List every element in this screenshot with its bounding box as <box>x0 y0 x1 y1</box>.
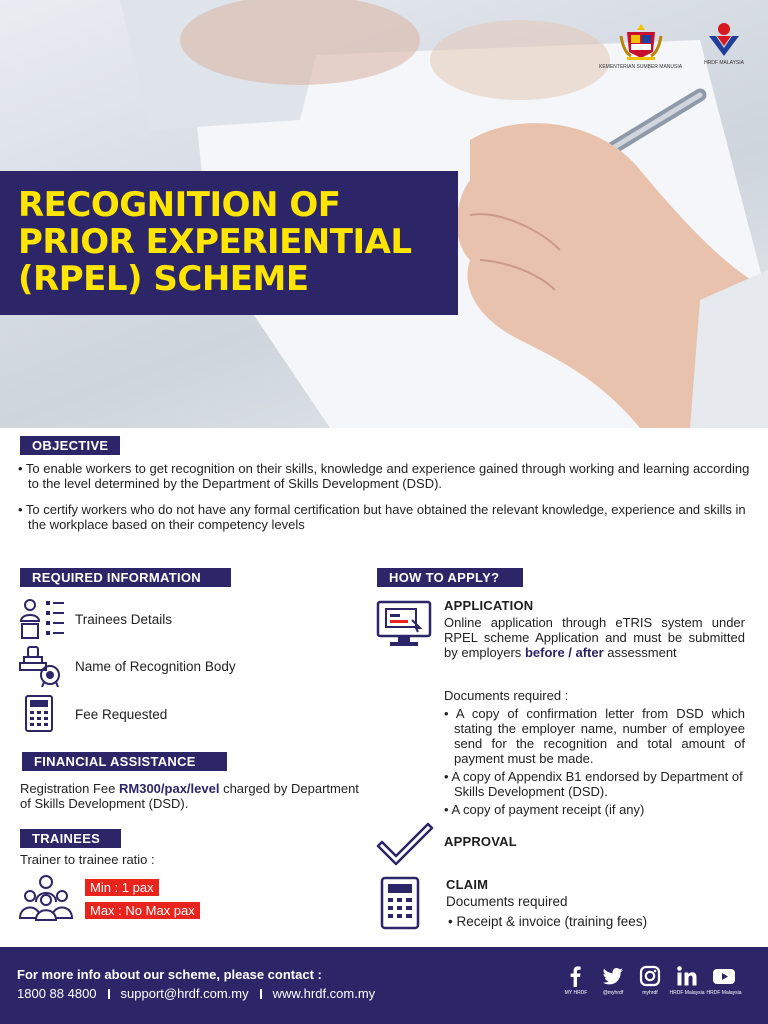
trainees-group-icon <box>18 874 74 922</box>
title-line-3: (RPEL) SCHEME <box>18 259 309 299</box>
claim-doc-1: • Receipt & invoice (training fees) <box>448 914 648 929</box>
trainees-label: TRAINEES <box>20 829 121 848</box>
how-to-apply-label: HOW TO APPLY? <box>377 568 523 587</box>
social-links <box>562 965 742 996</box>
required-item-text: Fee Requested <box>75 706 168 722</box>
claim-title: CLAIM <box>446 877 489 892</box>
social-facebook[interactable] <box>562 965 590 996</box>
linkedin-icon[interactable] <box>676 965 698 987</box>
application-doc-2: • A copy of Appendix B1 endorsed by Department of Skills Development (DSD). <box>444 769 743 799</box>
computer-application-icon <box>376 600 432 648</box>
footer-separator <box>108 989 110 999</box>
required-item-text: Name of Recognition Body <box>75 658 236 674</box>
application-body-end: assessment <box>603 645 677 660</box>
youtube-caption: HRDF Malaysia <box>706 990 742 996</box>
claim-calculator-icon <box>380 876 420 930</box>
fee-text-before: Registration Fee <box>20 781 119 796</box>
facebook-caption: MY HRDF <box>564 990 588 996</box>
application-timing: before / after <box>524 645 604 660</box>
twitter-icon[interactable] <box>602 965 624 987</box>
objective-label: OBJECTIVE <box>20 436 120 455</box>
title-line-2: PRIOR EXPERIENTIAL <box>18 222 412 262</box>
claim-docs-title: Documents required <box>446 894 568 909</box>
objective-bullet-2: • To certify workers who do not have any formal certification but have obtained the relevant knowledge, experience and skills in the workplace based on their competency levels <box>18 502 746 532</box>
trainer-ratio-label: Trainer to trainee ratio : <box>20 852 155 867</box>
footer <box>0 947 768 1024</box>
max-pax-tag: Max : No Max pax <box>85 902 200 919</box>
footer-info: For more info about our scheme, please contact : <box>17 967 322 982</box>
approval-check-icon <box>374 820 434 870</box>
application-doc-1: • A copy of confirmation letter from DSD which stating the employer name, number of employee send for the recognition and total amount of payment must be made. <box>444 706 745 766</box>
approval-title: APPROVAL <box>444 834 517 849</box>
financial-assistance-text <box>20 781 360 811</box>
linkedin-caption: HRDF Malaysia <box>669 990 705 996</box>
fee-text-after: charged by Department of Skills Development (DSD). <box>20 781 359 811</box>
instagram-icon[interactable] <box>639 965 661 987</box>
title-box <box>0 171 458 315</box>
footer-contacts <box>17 986 375 1001</box>
required-item-fee <box>18 694 168 734</box>
malaysia-coat-of-arms-icon <box>619 22 663 62</box>
footer-website[interactable]: www.hrdf.com.my <box>272 986 376 1001</box>
footer-separator <box>260 989 262 999</box>
social-youtube[interactable] <box>706 965 742 996</box>
application-title: APPLICATION <box>444 598 534 613</box>
required-item-trainees <box>18 597 173 641</box>
documents-required-title: Documents required : <box>444 688 569 703</box>
objective-bullet-1: • To enable workers to get recognition on their skills, knowledge and experience gained through working and learning according to the level determined by the Department of Skills Development (DSD). <box>18 461 750 491</box>
facebook-icon[interactable] <box>565 965 587 987</box>
footer-phone[interactable]: 1800 88 4800 <box>17 986 97 1001</box>
fee-amount: RM300/pax/level <box>119 781 220 796</box>
required-item-recognition-body <box>18 645 236 687</box>
trainee-list-icon <box>18 597 66 641</box>
logos <box>599 22 744 70</box>
page-title <box>18 187 458 298</box>
application-doc-3: • A copy of payment receipt (if any) <box>444 802 645 817</box>
required-item-text: Trainees Details <box>75 611 173 627</box>
application-text <box>444 615 745 660</box>
financial-assistance-label: FINANCIAL ASSISTANCE <box>22 752 227 771</box>
recognition-stamp-icon <box>18 645 66 687</box>
coat-of-arms-logo <box>599 22 682 70</box>
footer-email[interactable]: support@hrdf.com.my <box>120 986 249 1001</box>
hrdf-caption: HRDF MALAYSIA <box>704 60 744 66</box>
hero-banner <box>0 0 768 428</box>
instagram-caption: myhrdf <box>642 990 658 996</box>
min-pax-tag: Min : 1 pax <box>85 879 159 896</box>
required-information-label: REQUIRED INFORMATION <box>20 568 231 587</box>
hrdf-logo <box>704 22 744 66</box>
title-line-1: RECOGNITION OF <box>18 185 341 225</box>
hrdf-logo-icon <box>706 22 742 58</box>
social-linkedin[interactable] <box>669 965 705 996</box>
calculator-icon <box>18 694 66 734</box>
youtube-icon[interactable] <box>712 965 736 987</box>
social-instagram[interactable] <box>636 965 664 996</box>
coat-of-arms-caption: KEMENTERIAN SUMBER MANUSIA <box>599 64 683 70</box>
social-twitter[interactable] <box>599 965 627 996</box>
application-body: Online application through eTRIS system under RPEL scheme Application and must be submitted by employers <box>444 615 745 660</box>
twitter-caption: @myhrdf <box>602 990 624 996</box>
